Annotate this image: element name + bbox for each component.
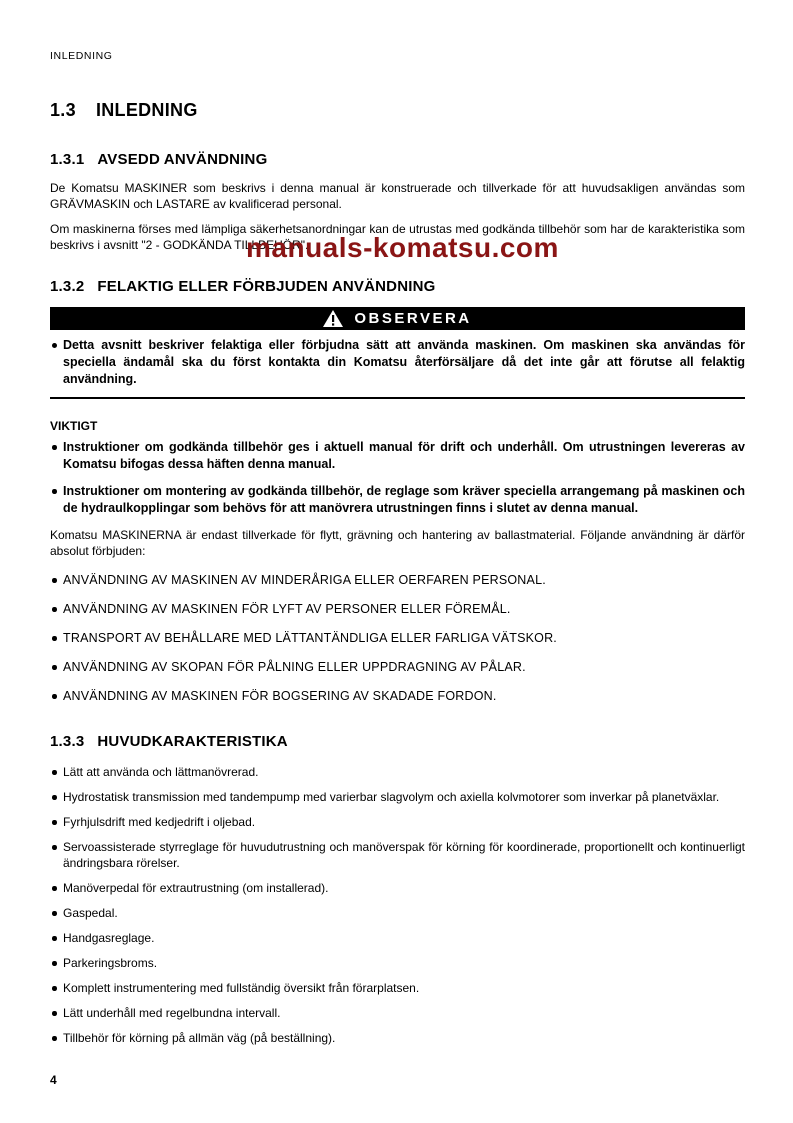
warning-divider xyxy=(50,397,745,399)
forbidden-use-list xyxy=(50,572,745,704)
section-1-3-3-number: 1.3.3 xyxy=(50,733,85,750)
list-item: Instruktioner om montering av godkända tillbehör, de reglage som kräver speciella arrangemang på maskinen och de hydraulkopplingar som behövs för att manövrera utrustningen finns i slutet av denna manual. xyxy=(50,483,745,517)
page-number: 4 xyxy=(50,1073,57,1087)
watermark: manuals-komatsu.com xyxy=(246,232,559,263)
forbidden-intro-paragraph: Komatsu MASKINERNA är endast tillverkade för flytt, grävning och hantering av ballastmaterial. Följande användning är därför absolut förbjuden: xyxy=(50,528,745,558)
list-item: Lätt underhåll med regelbundna intervall. xyxy=(50,1005,745,1021)
section-1-3-2-number: 1.3.2 xyxy=(50,278,85,295)
section-1-3-2-title xyxy=(50,278,745,295)
important-label: VIKTIGT xyxy=(50,419,98,433)
section-1-3-1-text: AVSEDD ANVÄNDNING xyxy=(97,151,268,168)
section-1-3-2-text: FELAKTIG ELLER FÖRBJUDEN ANVÄNDNING xyxy=(97,278,436,295)
features-list xyxy=(50,764,745,1046)
list-item: Parkeringsbroms. xyxy=(50,955,745,971)
warning-banner-label: OBSERVERA xyxy=(354,310,472,327)
list-item: Instruktioner om godkända tillbehör ges i aktuell manual för drift och underhåll. Om utrustningen levereras av Komatsu bifogas dessa häften denna manual. xyxy=(50,439,745,473)
list-item: TRANSPORT AV BEHÅLLARE MED LÄTTANTÄNDLIGA ELLER FARLIGA VÄTSKOR. xyxy=(50,630,745,646)
list-item: ANVÄNDNING AV MASKINEN AV MINDERÅRIGA ELLER OERFAREN PERSONAL. xyxy=(50,572,745,588)
warning-triangle-icon xyxy=(323,310,343,327)
running-header: INLEDNING xyxy=(50,50,113,62)
section-1-3-3 xyxy=(50,733,745,1046)
list-item: Tillbehör för körning på allmän väg (på beställning). xyxy=(50,1030,745,1046)
list-item: Fyrhjulsdrift med kedjedrift i oljebad. xyxy=(50,814,745,830)
list-item: ANVÄNDNING AV MASKINEN FÖR BOGSERING AV SKADADE FORDON. xyxy=(50,688,745,704)
list-item: Handgasreglage. xyxy=(50,930,745,946)
list-item: Servoassisterade styrreglage för huvudutrustning och manöverspak för körning för koordinerade, proportionellt och kontinuerligt ändringsbara rörelser. xyxy=(50,839,745,871)
warning-text: Detta avsnitt beskriver felaktiga eller förbjudna sätt att använda maskinen. Om maskinen ska användas för speciella ändamål ska du först kontakta din Komatsu återförsäljare då det inte går att förutse all felaktig användning. xyxy=(50,337,745,388)
list-item: Komplett instrumentering med fullständig översikt från förarplatsen. xyxy=(50,980,745,996)
main-title-text: INLEDNING xyxy=(95,100,198,120)
list-item: Hydrostatisk transmission med tandempump med varierbar slagvolym och axiella kolvmotorer som inverkar på planetväxlar. xyxy=(50,789,745,805)
list-item: ANVÄNDNING AV MASKINEN FÖR LYFT AV PERSONER ELLER FÖREMÅL. xyxy=(50,601,745,617)
list-item: ANVÄNDNING AV SKOPAN FÖR PÅLNING ELLER UPPDRAGNING AV PÅLAR. xyxy=(50,659,745,675)
section-1-3-1-title xyxy=(50,151,745,168)
paragraph: De Komatsu MASKINER som beskrivs i denna manual är konstruerade och tillverkade för att huvudsakligen användas som GRÄVMASKIN och LASTARE av kvalificerad personal. xyxy=(50,181,745,211)
section-1-3-3-title xyxy=(50,733,745,750)
paragraph: Om maskinerna förses med lämpliga säkerhetsanordningar kan de utrustas med godkända tillbehör som har de karakteristika som beskrivs i avsnitt "2 - GODKÄNDA TILLBEHÖR". xyxy=(50,222,745,252)
main-title-number: 1.3 xyxy=(50,100,76,120)
section-1-3-1-number: 1.3.1 xyxy=(50,151,85,168)
main-title xyxy=(50,100,745,121)
important-bullet-list xyxy=(50,439,745,517)
warning-banner xyxy=(50,307,745,330)
section-1-3-2 xyxy=(50,278,745,704)
section-1-3-1 xyxy=(50,151,745,253)
list-item: Gaspedal. xyxy=(50,905,745,921)
section-1-3-3-text: HUVUDKARAKTERISTIKA xyxy=(97,733,288,750)
list-item: Lätt att använda och lättmanövrerad. xyxy=(50,764,745,780)
list-item: Manöverpedal för extrautrustning (om installerad). xyxy=(50,880,745,896)
